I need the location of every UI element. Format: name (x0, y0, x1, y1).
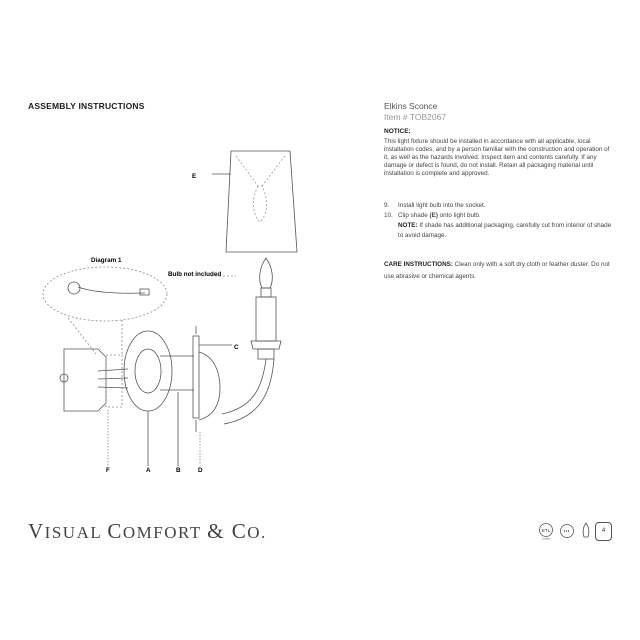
wires (98, 369, 128, 388)
step-number: 9. (384, 202, 390, 209)
canopy-side (199, 352, 220, 420)
label-f: F (106, 467, 110, 474)
page-number: 4 (595, 522, 612, 541)
bulb-type-icon (559, 522, 575, 540)
svg-text:Listed: Listed (541, 536, 551, 540)
brand-logo: VISUAL COMFORT & CO. (28, 519, 267, 543)
step-text: Clip shade (E) onto light bulb. (398, 212, 481, 219)
item-number: Item # TOB2067 (384, 112, 447, 122)
candle-bulb-icon (580, 522, 592, 540)
note-label: NOTE: (398, 222, 418, 229)
shade-outline (226, 151, 297, 252)
notice-body: This light fixture should be installed in accordance with all applicable, local installation codes, and by a person familiar with the construction and operation of it, as well as the hazards involved. Inspect item and contents carefully. If any damage or defect is found, do not install. Retain all packaging material until installation is complete and approved. (384, 138, 610, 178)
diagram1-nut (68, 282, 80, 294)
arm-upper (222, 359, 266, 414)
step-number: 10. (384, 212, 393, 219)
label-e: E (192, 173, 197, 180)
backplate-profile (193, 336, 199, 418)
bulb-shape (260, 258, 273, 288)
page-title: ASSEMBLY INSTRUCTIONS (28, 101, 145, 111)
bulb-label: Bulb not included (168, 271, 222, 278)
care-label: CARE INSTRUCTIONS: (384, 261, 453, 268)
etl-listed-badge (538, 522, 554, 540)
step-text: Install light bulb into the socket. (398, 202, 486, 209)
socket-cup (251, 341, 281, 349)
diagram1-callout (43, 267, 167, 321)
diagram1-wire (78, 287, 145, 293)
svg-text:ETL: ETL (541, 528, 551, 533)
candle-sleeve (256, 297, 276, 341)
arm-lower (224, 359, 274, 424)
shade-interior-guide (236, 156, 285, 186)
note-text: If shade has additional packaging, carefully cut from interior of shade to avoid damage. (398, 222, 612, 239)
socket-neck (258, 349, 274, 359)
care-text: Clean only with a soft dry cloth or feather duster. Do not use abrasive or chemical agents. (384, 261, 610, 280)
product-name: Elkins Sconce (384, 101, 438, 111)
bulb-base (261, 288, 271, 297)
label-b: B (176, 467, 181, 474)
guide-box (106, 355, 122, 407)
shade-interior-bulb (253, 186, 266, 222)
label-c: C (234, 344, 239, 351)
crossbar-plate (124, 331, 172, 411)
diagram1-connector (140, 289, 149, 295)
crossbar-center (135, 349, 161, 393)
notice-title: NOTICE: (384, 128, 411, 135)
label-a: A (146, 467, 151, 474)
junction-box (64, 349, 106, 411)
label-d: D (198, 467, 203, 474)
diagram1-label: Diagram 1 (91, 257, 122, 264)
